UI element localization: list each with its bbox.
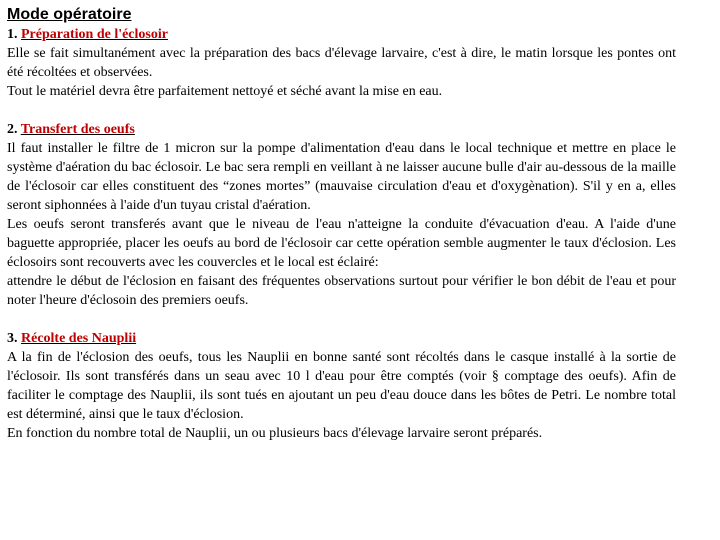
paragraph: Les oeufs seront transferés avant que le niveau de l'eau n'atteigne la conduite d'évacuation d'eau. A l'aide d'une baguette appropriée, placer les oeufs au bord de l'éclosoir car cette opération semble augmenter le taux d'éclosion. Les éclosoirs sont recouverts avec les couvercles et le local est éclairé: xyxy=(7,217,676,270)
paragraph: attendre le début de l'éclosion en faisant des fréquentes observations surtout pour vérifier le bon débit de l'eau et pour noter l'heure d'éclosoin des premiers oeufs. xyxy=(7,274,676,308)
paragraph: En fonction du nombre total de Nauplii, un ou plusieurs bacs d'élevage larvaire seront préparés. xyxy=(7,426,543,441)
section-title: Transfert des oeufs xyxy=(20,122,135,137)
section-number: 3. xyxy=(7,331,18,346)
paragraph: A la fin de l'éclosion des oeufs, tous les Nauplii en bonne santé sont récoltés dans le casque installé à la sortie de l'éclosoir. Ils sont transférés dans un seau avec 10 l d'eau pour être comptés (voir § comptage des oeufs). Afin de faciliter le comptage des Nauplii, ils sont tués en ajoutant un peu d'eau douce dans les bôtes de Petri. Le nombre total est déterminé, ainsi que le taux d'éclosion. xyxy=(7,350,676,422)
section-heading xyxy=(7,120,676,139)
section-recolte xyxy=(7,329,676,443)
document-page xyxy=(7,5,676,462)
paragraph: Elle se fait simultanément avec la préparation des bacs d'élevage larvaire, c'est à dire, le matin lorsque les pontes ont été récoltées et observées. xyxy=(7,46,676,80)
section-preparation xyxy=(7,25,676,101)
paragraph: Il faut installer le filtre de 1 micron sur la pompe d'alimentation d'eau dans le local technique et mettre en place le système d'aération du bac éclosoir. Le bac sera rempli en veillant à ne laisser aucune bulle d'air au-dessous de la maille de l'éclosoir car elles constituent des “zones mortes” (mauvaise circulation d'eau et d'oxygènation). S'il y en a, elles seront siphonnées à l'aide d'un tuyau cristal d'aération. xyxy=(7,141,676,213)
section-heading xyxy=(7,329,676,348)
paragraph: Tout le matériel devra être parfaitement nettoyé et séché avant la mise en eau. xyxy=(7,84,443,99)
section-number: 1. xyxy=(7,27,18,42)
section-number: 2. xyxy=(7,122,18,137)
section-title: Préparation de l'éclosoir xyxy=(21,27,168,42)
section-heading xyxy=(7,25,676,44)
section-title: Récolte des Nauplii xyxy=(21,331,137,346)
section-transfert xyxy=(7,120,676,310)
page-title: Mode opératoire xyxy=(7,6,132,23)
